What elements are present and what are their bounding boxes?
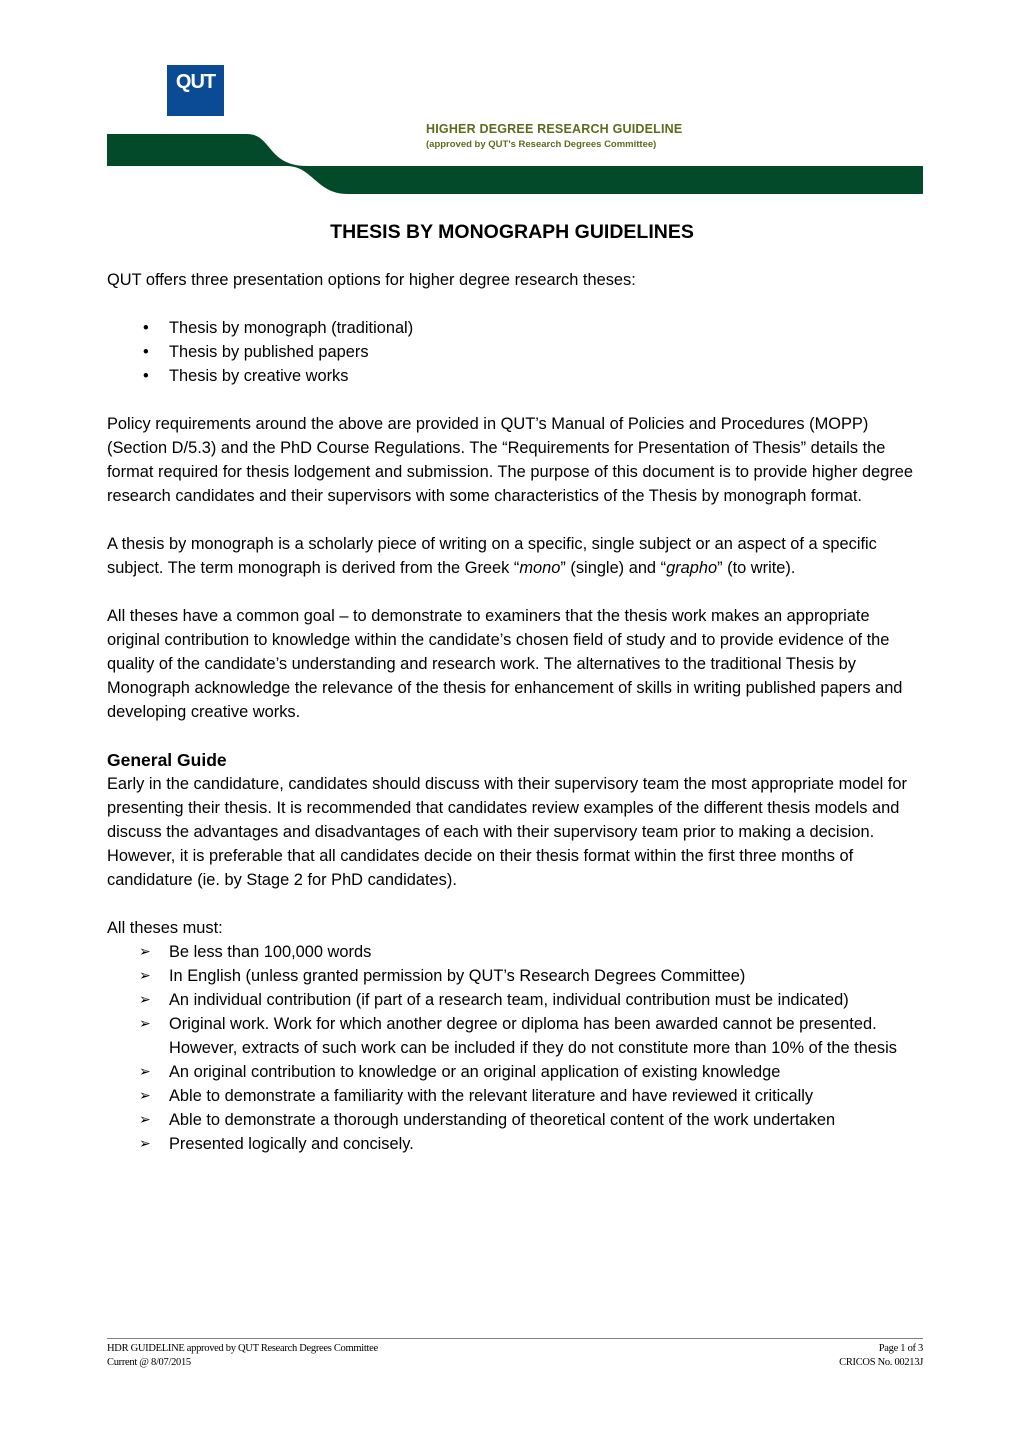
list-item: • Thesis by published papers: [107, 340, 917, 364]
footer-divider: [107, 1338, 923, 1339]
list-item: ➢ In English (unless granted permission by QUT’s Research Degrees Committee): [107, 964, 917, 988]
list-item: ➢ Able to demonstrate a familiarity with the relevant literature and have reviewed it critically: [107, 1084, 917, 1108]
text-span: ” (to write).: [717, 559, 796, 577]
page-number: Page 1 of 3: [878, 1343, 923, 1354]
qut-logo: QUT: [167, 65, 224, 116]
list-item: ➢ Original work. Work for which another degree or diploma has been awarded cannot be presented. However, extracts of such work can be included if they do not constitute more than 10% of the thesis: [107, 1012, 917, 1060]
guide-paragraph: Early in the candidature, candidates should discuss with their supervisory team the most appropriate model for presenting their thesis. It is recommended that candidates review examples of the different thesis models and discuss the advantages and disadvantages of each with their supervisory team prior to making a decision. However, it is preferable that all candidates decide on their thesis format within the first three months of candidature (ie. by Stage 2 for PhD candidates).: [107, 775, 907, 889]
list-item: ➢ Able to demonstrate a thorough understanding of theoretical content of the work undertaken: [107, 1108, 917, 1132]
header-title: HIGHER DEGREE RESEARCH GUIDELINE: [426, 122, 683, 136]
intro-paragraph: QUT offers three presentation options for higher degree research theses:: [107, 271, 636, 289]
footer-approval: HDR GUIDELINE approved by QUT Research Degrees Committee: [107, 1343, 378, 1354]
list-item: ➢ An individual contribution (if part of a research team, individual contribution must be indicated): [107, 988, 917, 1012]
list-item: ➢ Be less than 100,000 words: [107, 940, 917, 964]
text-span: ” (single) and “: [560, 559, 667, 577]
list-item: • Thesis by creative works: [107, 364, 917, 388]
text-span: A thesis by monograph is a scholarly piece of writing on a specific, single subject or an aspect of a specific subject. The term monograph is derived from the Greek “: [107, 535, 877, 577]
section-heading: General Guide: [107, 750, 227, 770]
options-list: [107, 316, 917, 388]
italic-term: grapho: [666, 559, 718, 577]
header-green-band: [107, 126, 923, 194]
header-subtitle: (approved by QUT's Research Degrees Committee): [426, 139, 657, 150]
list-item: • Thesis by monograph (traditional): [107, 316, 917, 340]
italic-term: mono: [519, 559, 561, 577]
list-item: ➢ An original contribution to knowledge or an original application of existing knowledge: [107, 1060, 917, 1084]
definition-paragraph: [107, 532, 917, 580]
policy-paragraph: Policy requirements around the above are provided in QUT’s Manual of Policies and Procedures (MOPP) (Section D/5.3) and the PhD Course Regulations. The “Requirements for Presentation of Thesis” details the format required for thesis lodgement and submission. The purpose of this document is to provide higher degree research candidates and their supervisors with some characteristics of the Thesis by monograph format.: [107, 415, 914, 505]
list-item: ➢ Presented logically and concisely.: [107, 1132, 917, 1156]
page-title: THESIS BY MONOGRAPH GUIDELINES: [330, 221, 694, 243]
cricos-number: CRICOS No. 00213J: [839, 1357, 923, 1368]
footer-date: Current @ 8/07/2015: [107, 1357, 191, 1368]
requirements-list: [107, 940, 917, 1156]
document-body: [107, 218, 917, 1156]
must-intro: All theses must:: [107, 919, 223, 937]
page-footer: [107, 1342, 923, 1370]
goal-paragraph: All theses have a common goal – to demonstrate to examiners that the thesis work makes an appropriate original contribution to knowledge within the candidate’s chosen field of study and to provide evidence of the quality of the candidate’s understanding and research work. The alternatives to the traditional Thesis by Monograph acknowledge the relevance of the thesis for enhancement of skills in writing published papers and developing creative works.: [107, 607, 903, 721]
